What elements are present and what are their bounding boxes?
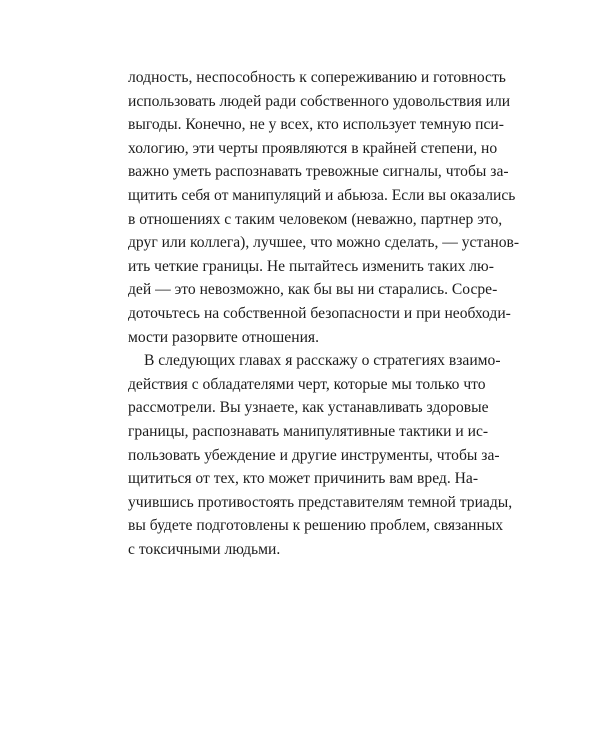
text-line: мости разорвите отношения. (128, 328, 319, 346)
text-line: дей — это невозможно, как бы вы ни старались. Сосре- (128, 281, 498, 299)
text-line: важно уметь распознавать тревожные сигналы, чтобы за- (128, 163, 509, 181)
body-text (128, 66, 520, 561)
text-line: В следующих главах я расскажу о стратегиях взаимо- (144, 352, 501, 370)
text-line: ить четкие границы. Не пытайтесь изменить таких лю- (128, 257, 494, 275)
text-line: доточьтесь на собственной безопасности и при необходи- (128, 304, 511, 322)
text-line: использовать людей ради собственного удовольствия или (128, 92, 511, 110)
text-line: границы, распознавать манипулятивные тактики и ис- (128, 422, 489, 440)
text-line: щититься от тех, кто может причинить вам вред. На- (128, 470, 479, 488)
text-line: выгоды. Конечно, не у всех, кто использует темную пси- (128, 116, 504, 134)
text-line: вы будете подготовлены к решению проблем, связанных (128, 517, 504, 535)
text-line: в отношениях с таким человеком (неважно, партнер это, (128, 210, 503, 228)
paragraph-2 (128, 349, 513, 561)
paragraph-1 (128, 66, 520, 349)
text-line: друг или коллега), лучшее, что можно сделать, — установ- (128, 234, 520, 252)
text-line: с токсичными людьми. (128, 540, 281, 558)
text-line: действия с обладателями черт, которые мы только что (128, 375, 486, 393)
text-line: учившись противостоять представителям темной триады, (128, 493, 513, 511)
text-line: щитить себя от манипуляций и абьюза. Если вы оказались (128, 186, 516, 204)
text-line: хологию, эти черты проявляются в крайней степени, но (128, 139, 498, 157)
text-line: рассмотрели. Вы узнаете, как устанавливать здоровые (128, 399, 489, 417)
text-line: пользовать убеждение и другие инструменты, чтобы за- (128, 446, 500, 464)
text-line: лодность, неспособность к сопереживанию и готовность (128, 69, 506, 86)
